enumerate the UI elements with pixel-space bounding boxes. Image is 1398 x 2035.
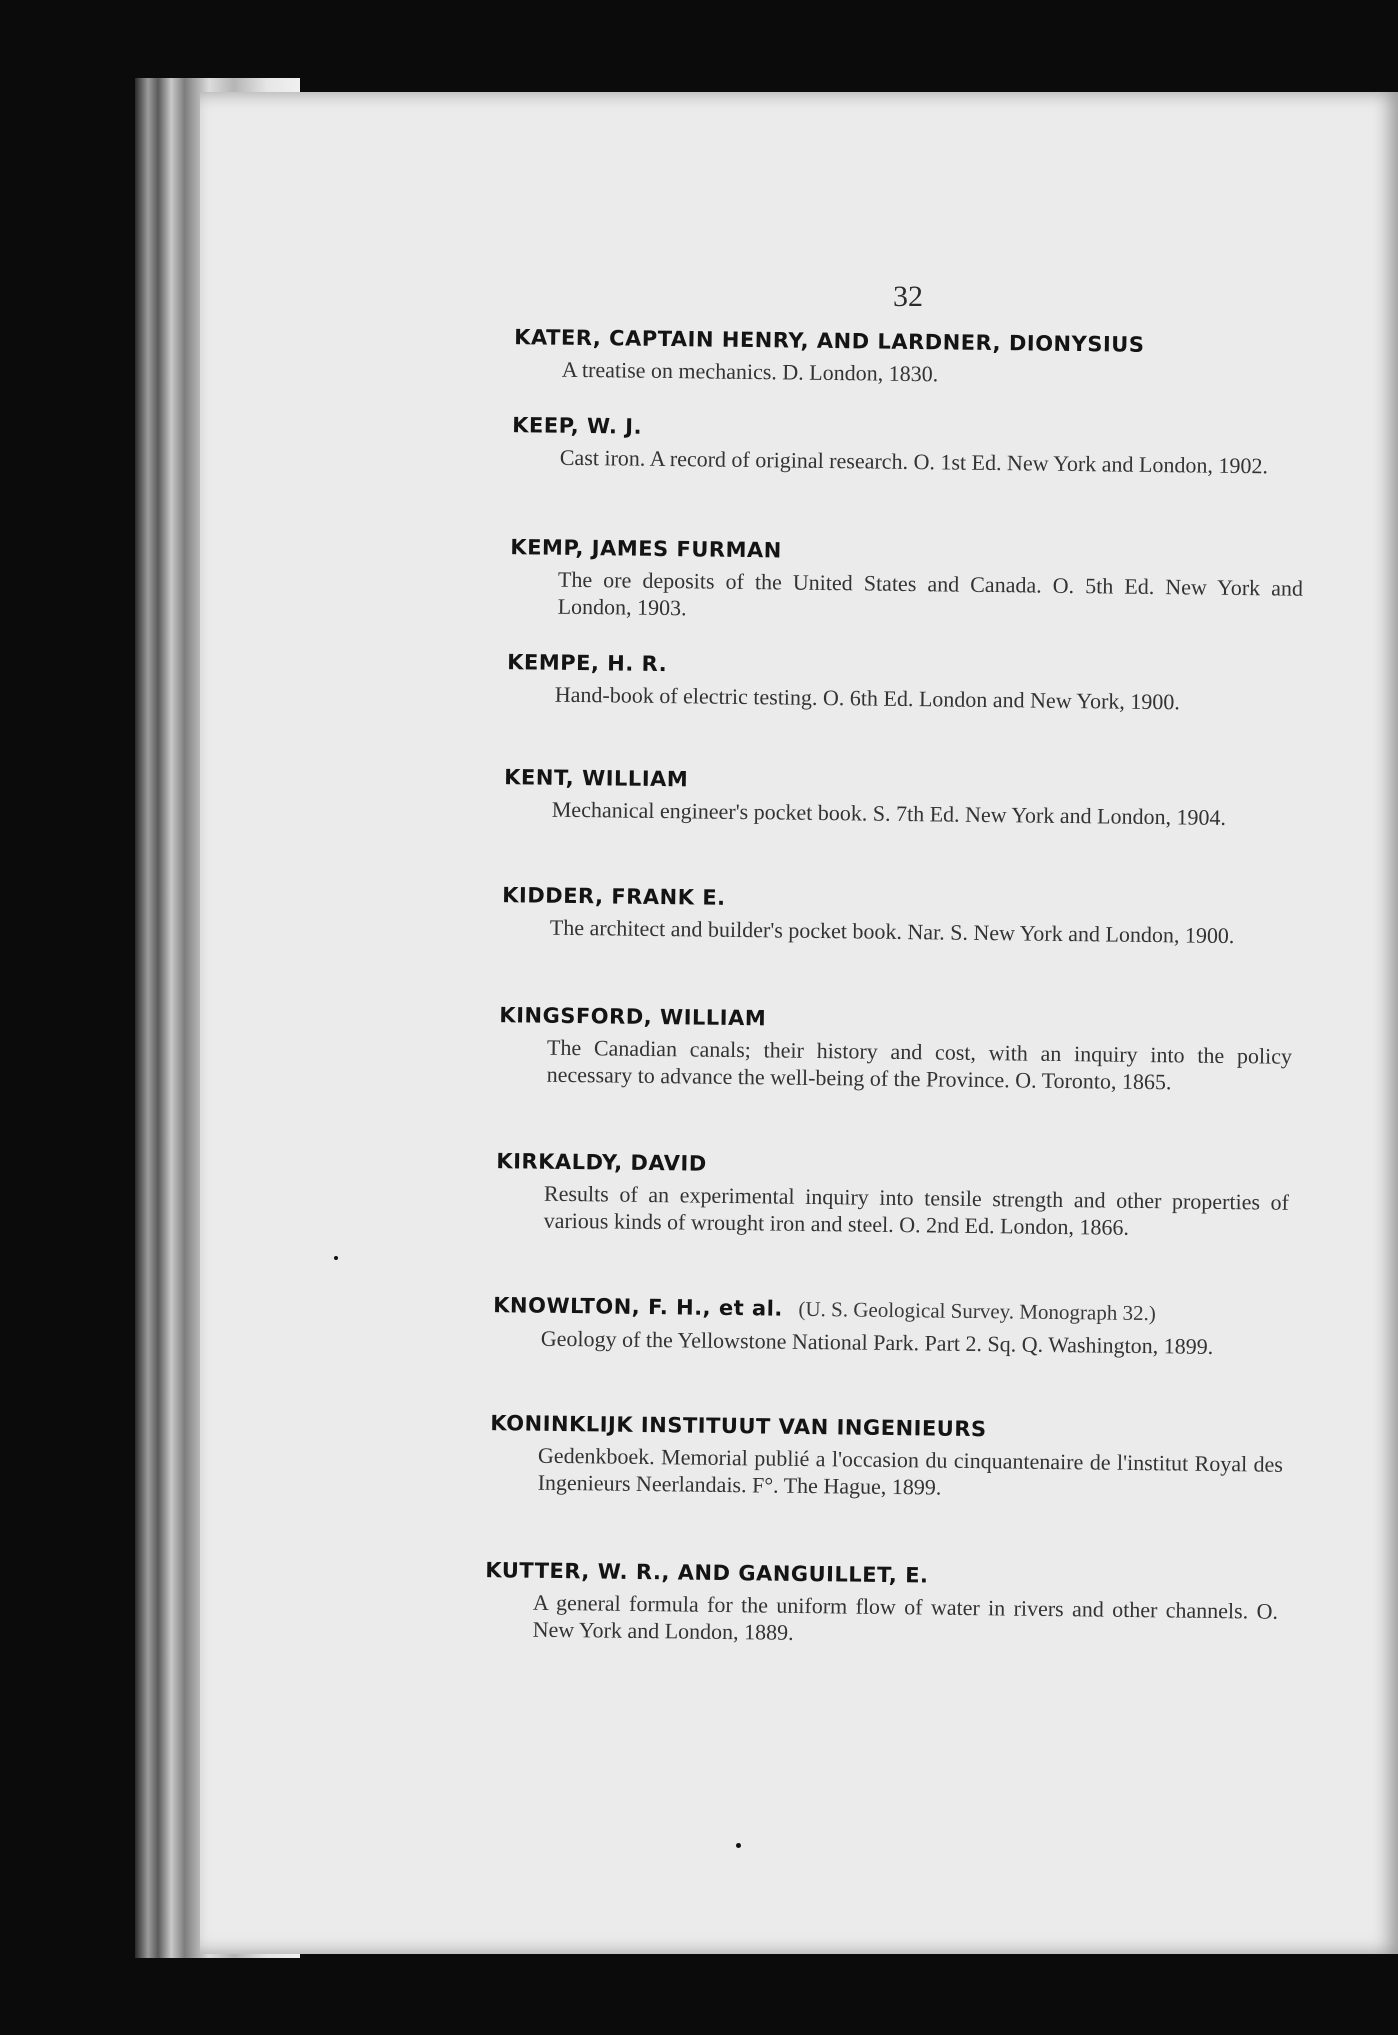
entry-author: KENT, WILLIAM: [504, 765, 689, 792]
entry-text: Hand-book of electric testing. O. 6th Ed. London and New York, 1900.: [554, 681, 1181, 715]
entry-text: A treatise on mechanics. D. London, 1830.: [561, 356, 939, 387]
bib-entry: [493, 1293, 1294, 1361]
entry-series-note: (U. S. Geological Survey. Monograph 32.): [798, 1296, 1156, 1326]
bib-entry: [496, 1149, 1297, 1243]
entry-text: The ore deposits of the United States and Canada. O. 5th Ed. New York and London, 1903.: [557, 566, 1304, 621]
entry-author: KIDDER, FRANK E.: [502, 883, 726, 910]
bib-entry: [502, 883, 1303, 950]
entry-author: KONINKLIJK INSTITUUT VAN INGENIEURS: [490, 1411, 987, 1442]
entry-text: Gedenkboek. Memorial publié a l'occasion du cinquantenaire de l'institut Royal des Ingenieurs Neerlandais. F°. The Hague, 1899.: [537, 1442, 1284, 1500]
bib-entry: [504, 765, 1305, 832]
bib-entry: [510, 535, 1311, 629]
entry-text: The Canadian canals; their history and cost, with an inquiry into the policy necessary to advance the well-being of the Province. O. Toronto, 1865.: [546, 1034, 1293, 1095]
bib-entry: [485, 1558, 1286, 1652]
bib-entry: [490, 1411, 1291, 1505]
entry-text: Cast iron. A record of original research. O. 1st Ed. New York and London, 1902.: [559, 444, 1269, 479]
bib-entry: [507, 650, 1308, 717]
entry-text: Mechanical engineer's pocket book. S. 7th Ed. New York and London, 1904.: [551, 796, 1227, 830]
entry-text: Results of an experimental inquiry into tensile strength and other properties of various kinds of wrought iron and steel. O. 2nd Ed. London, 1866.: [543, 1180, 1290, 1240]
entry-text: Geology of the Yellowstone National Park. Part 2. Sq. Q. Washington, 1899.: [540, 1325, 1214, 1359]
entry-author: KUTTER, W. R., AND GANGUILLET, E.: [485, 1558, 929, 1588]
scan-speck: [736, 1843, 741, 1848]
entry-author: KINGSFORD, WILLIAM: [499, 1003, 767, 1031]
entry-author-name: KNOWLTON, F. H., et al.: [493, 1293, 784, 1321]
scan-speck: [334, 1256, 338, 1260]
bib-entry: [499, 1003, 1300, 1097]
entry-author: KATER, CAPTAIN HENRY, AND LARDNER, DIONYSIUS: [514, 325, 1145, 357]
bib-entry: [514, 325, 1315, 392]
page-number: 32: [893, 280, 923, 313]
entry-text: A general formula for the uniform flow of water in rivers and other channels. O. New York and London, 1889.: [532, 1589, 1279, 1645]
entry-author: KEMP, JAMES FURMAN: [510, 535, 782, 563]
entry-author: KEEP, W. J.: [512, 413, 643, 439]
entry-author: KEMPE, H. R.: [507, 650, 668, 677]
entry-author: KIRKALDY, DAVID: [496, 1149, 707, 1176]
entry-text: The architect and builder's pocket book. Nar. S. New York and London, 1900.: [549, 914, 1235, 949]
bib-entry: [512, 413, 1313, 480]
